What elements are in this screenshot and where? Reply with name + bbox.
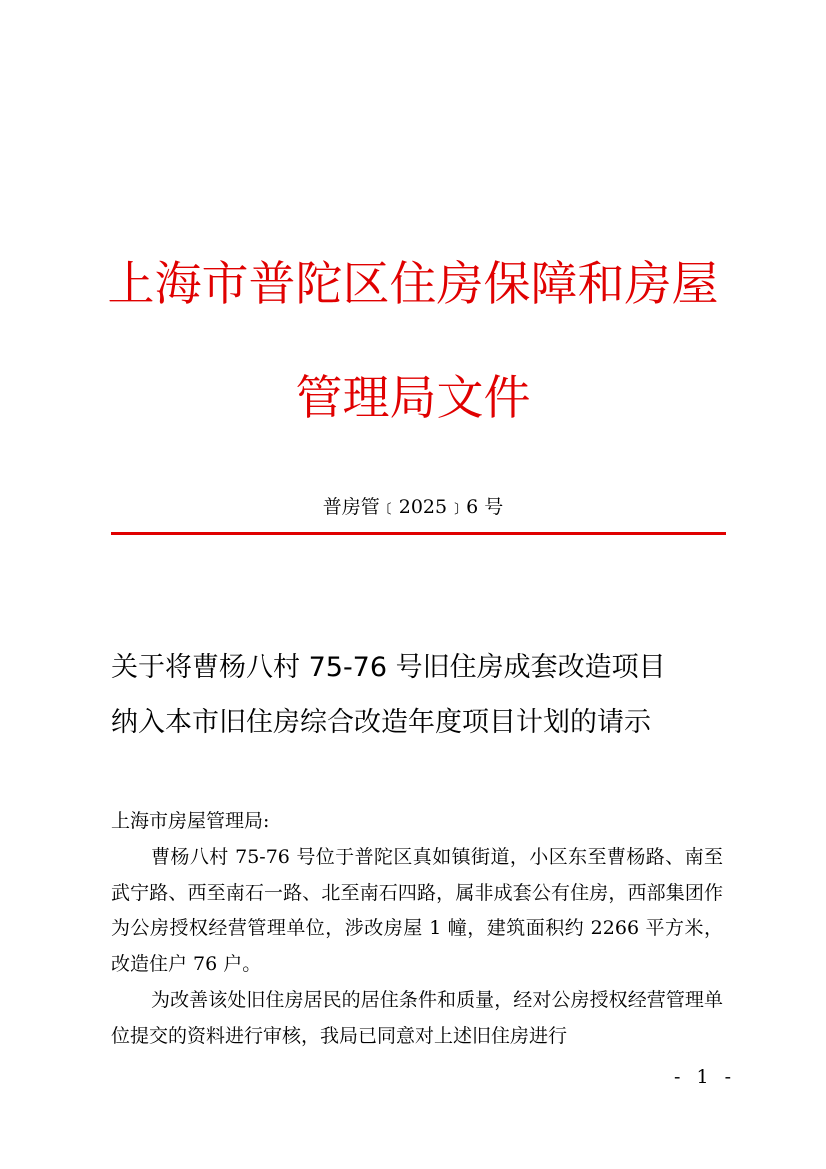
subject-line-1: 关于将曹杨八村 75-76 号旧住房成套改造项目 [111, 652, 666, 683]
red-divider-line [111, 532, 726, 535]
issuing-authority-header: 上海市普陀区住房保障和房屋管理局文件 [107, 257, 719, 426]
page-number: - 1 - [674, 1066, 737, 1088]
document-number: 普房管﹝2025﹞6 号 [322, 496, 504, 518]
body-paragraph-2: 为改善该处旧住房居民的居住条件和质量，经对公房授权经营管理单位提交的资料进行审核，我局已同意对上述旧住房进行 [111, 989, 723, 1047]
body-paragraph-1: 曹杨八村 75-76 号位于普陀区真如镇街道，小区东至曹杨路、南至武宁路、西至南石一路、北至南石四路，属非成套公有住房，西部集团作为公房授权经营管理单位，涉改房屋 1 幢，建筑面积约 2266 平方米，改造住户 76 户。 [111, 846, 723, 975]
subject-line-2: 纳入本市旧住房综合改造年度项目计划的请示 [111, 707, 651, 738]
document-subject [111, 640, 726, 750]
salutation: 上海市房屋管理局: [111, 810, 270, 832]
